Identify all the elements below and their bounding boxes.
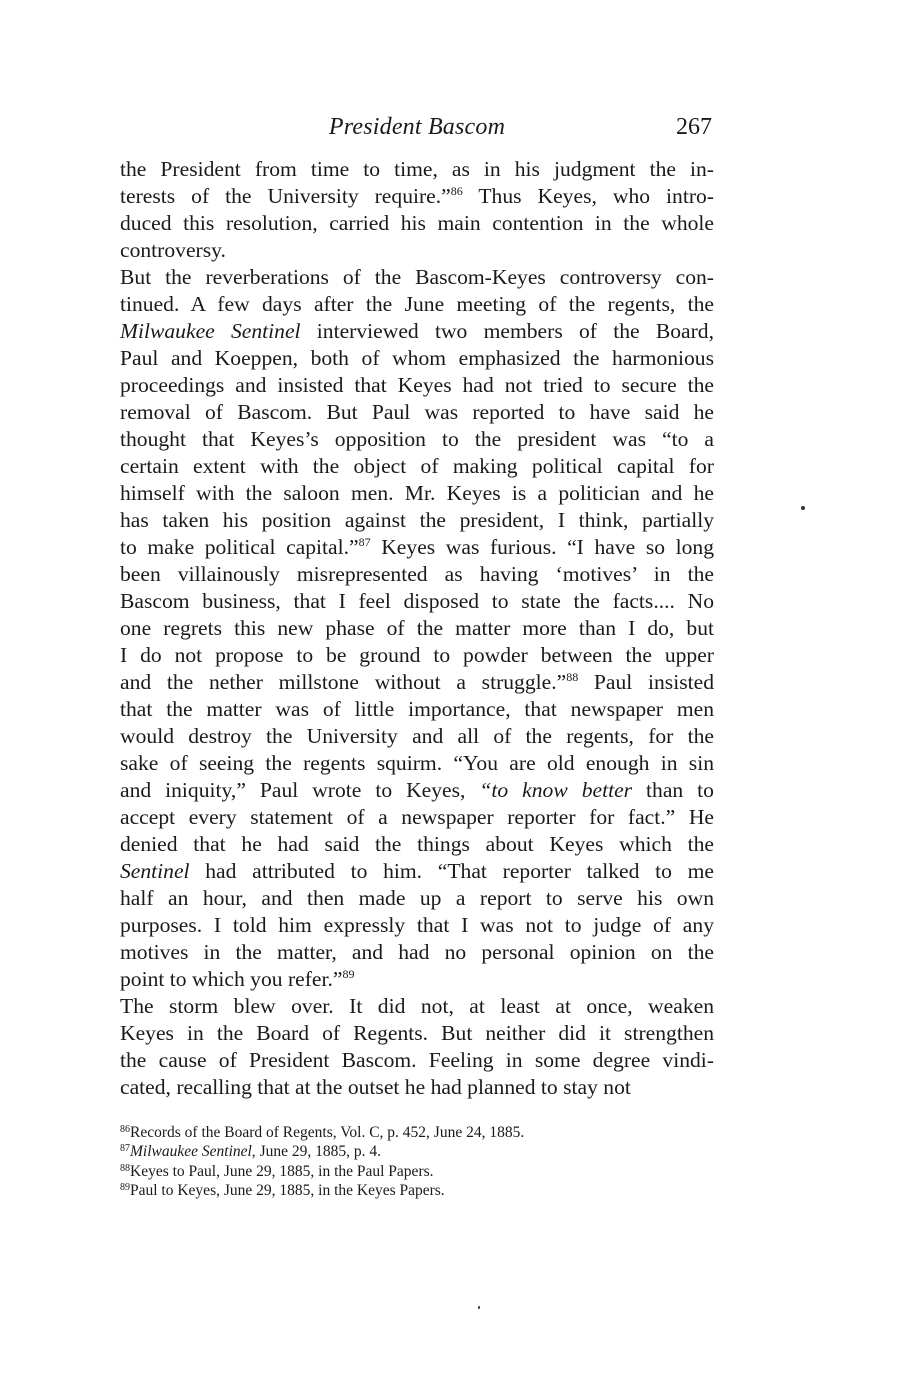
text-line: point to which you refer.”$^{89}$ — [120, 967, 355, 991]
text-line: The storm blew over. It did not, at least at once, weaken — [120, 994, 714, 1018]
text-line: to make political capital.”$^{87}$ Keyes was furious. “I have so long — [120, 535, 714, 559]
paragraph — [120, 264, 714, 993]
text-line: removal of Bascom. But Paul was reported to have said he — [120, 400, 714, 424]
footnotes — [120, 1123, 714, 1200]
text-line: Sentinel had attributed to him. “That reporter talked to me — [120, 859, 714, 883]
text-line: duced this resolution, carried his main contention in the whole — [120, 211, 714, 235]
footnote-text: June 29, 1885, p. 4. — [255, 1143, 381, 1161]
stray-dot-mark — [801, 506, 805, 510]
italic-text: Milwaukee Sentinel — [120, 319, 301, 343]
text-line: would destroy the University and all of the regents, for the — [120, 724, 714, 748]
paragraph — [120, 156, 714, 264]
text-line: Milwaukee Sentinel interviewed two members of the Board, — [120, 319, 714, 343]
stray-dot-mark — [478, 1306, 480, 1309]
text-line: terests of the University require.”$^{86}$ Thus Keyes, who intro- — [120, 184, 714, 208]
footnote-reference: 87 — [358, 535, 371, 549]
text-line: I do not propose to be ground to powder between the upper — [120, 643, 714, 667]
footnote-number: 86 — [120, 1124, 130, 1135]
text-line: But the reverberations of the Bascom-Keyes controversy con- — [120, 265, 714, 289]
text-line: the cause of President Bascom. Feeling in some degree vindi- — [120, 1048, 714, 1072]
text-line: certain extent with the object of making political capital for — [120, 454, 714, 478]
text-line: that the matter was of little importance, that newspaper men — [120, 697, 714, 721]
footnote — [120, 1181, 714, 1200]
text-line: accept every statement of a newspaper reporter for fact.” He — [120, 805, 714, 829]
footnote-text: Keyes to Paul, June 29, 1885, in the Paul Papers. — [130, 1162, 434, 1180]
footnote-text: Records of the Board of Regents, Vol. C, p. 452, June 24, 1885. — [130, 1124, 525, 1141]
text-line: cated, recalling that at the outset he had planned to stay not — [120, 1075, 631, 1099]
footnote-reference: 86 — [450, 184, 463, 198]
footnote-number: 87 — [120, 1143, 130, 1155]
footnote — [120, 1162, 714, 1181]
text-line: and iniquity,” Paul wrote to Keyes, “to know better than to — [120, 778, 714, 802]
body-text — [120, 156, 714, 1101]
text-line: the President from time to time, as in his judgment the in- — [120, 157, 714, 181]
text-line: one regrets this new phase of the matter more than I do, but — [120, 616, 714, 640]
text-line: tinued. A few days after the June meeting of the regents, the — [120, 292, 714, 316]
text-line: half an hour, and then made up a report to serve his own — [120, 886, 714, 910]
footnote-italic-title: Milwaukee Sentinel, — [130, 1143, 256, 1161]
footnote-reference: 89 — [342, 967, 355, 981]
text-line: controversy. — [120, 238, 226, 262]
text-line: has taken his position against the president, I think, partially — [120, 508, 714, 532]
text-line: been villainously misrepresented as having ‘motives’ in the — [120, 562, 714, 586]
footnote-reference: 88 — [566, 670, 579, 684]
text-line: sake of seeing the regents squirm. “You are old enough in sin — [120, 751, 714, 775]
footnote — [120, 1142, 714, 1161]
page-number: 267 — [676, 114, 712, 140]
text-line: Keyes in the Board of Regents. But neither did it strengthen — [120, 1021, 714, 1045]
running-title: President Bascom — [328, 114, 506, 140]
italic-text: Sentinel — [120, 859, 190, 883]
text-line: Paul and Koeppen, both of whom emphasized the harmonious — [120, 346, 714, 370]
text-line: Bascom business, that I feel disposed to state the facts.... No — [120, 589, 714, 613]
text-line: motives in the matter, and had no personal opinion on the — [120, 940, 714, 964]
text-line: himself with the saloon men. Mr. Keyes is a politician and he — [120, 481, 714, 505]
text-line: denied that he had said the things about Keyes which the — [120, 832, 714, 856]
running-head — [120, 114, 714, 150]
text-line: proceedings and insisted that Keyes had not tried to secure the — [120, 373, 714, 397]
italic-text: “to know better — [479, 778, 633, 802]
footnote-number: 88 — [120, 1162, 130, 1174]
text-line: purposes. I told him expressly that I was not to judge of any — [120, 913, 714, 937]
footnote-text: Paul to Keyes, June 29, 1885, in the Keyes Papers. — [130, 1181, 445, 1199]
text-line: thought that Keyes’s opposition to the president was “to a — [120, 427, 714, 451]
text-line: and the nether millstone without a struggle.”$^{88}$ Paul insisted — [120, 670, 714, 694]
footnote — [120, 1123, 714, 1142]
footnote-number: 89 — [120, 1181, 130, 1193]
paragraph — [120, 993, 714, 1101]
